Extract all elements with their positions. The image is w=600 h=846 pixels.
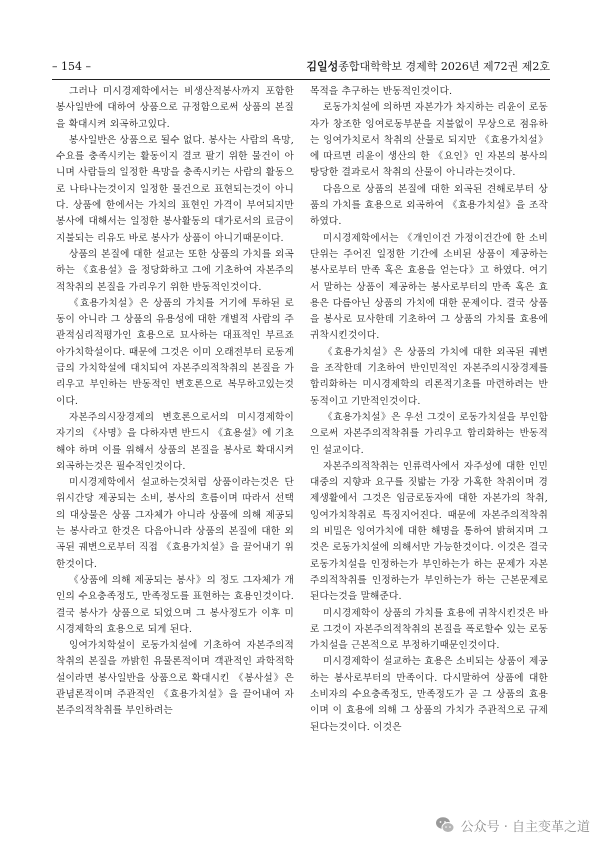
paragraph: 미시경제학에서는 《개인이건 가정이건간에 한 소비단위는 주어진 일정한 기간에 소비된 상품이 제공하는 봉사로부터 만족 혹은 효용을 얻는다》고 하였다. 여기서 말하는 상품이 제공하는 봉사로부터의 만족 혹은 효용은 다름아닌 상품의 가치에 대한 문제이다. 결국 상품을 봉사로 묘사한데 기초하여 그 상품의 가치를 효용에 귀착시킨것이다.: [310, 232, 548, 342]
journal-title-rest: 종합대학학보 경제학 2026년 제72권 제2호: [338, 60, 550, 73]
paragraph: 《효용가치설》은 상품의 가치에 대한 외곡된 궤변을 조작한데 기초하여 반인민적인 자본주의시장경제를 합리화하는 미시경제학의 리론적기초를 마련하려는 반동적이고 기만적인것이다.: [310, 346, 548, 407]
paragraph: 미시경제학이 상품의 가치를 효용에 귀착시킨것은 바로 그것이 자본주의적착취의 본질을 폭로할수 있는 로동가치설을 근본적으로 부정하기때문인것이다.: [310, 607, 548, 652]
watermark: [435, 812, 590, 838]
paragraph: 잉여가치학설이 로동가치설에 기초하여 자본주의적착취의 본질을 까밝힌 유물론적이며 객관적인 과학적학설이라면 봉사일반을 상품으로 확대시킨 《봉사설》은 관념론적이며 주관적인 《효용가치설》을 끌어내여 자본주의적착취를 부인하려는: [56, 640, 294, 717]
paragraph: 《상품에 의해 제공되는 봉사》의 정도 그자체가 개인의 수요충족정도, 만족정도를 표현하는 효용인것이다. 결국 봉사가 상품으로 되었으며 그 봉사정도가 이후 미시경제학의 효용으로 되게 된다.: [56, 574, 294, 635]
page-header: [52, 58, 550, 76]
right-column: [310, 84, 548, 814]
paragraph: 자본주의시장경제의 변호론으로서의 미시경제학이 자기의 《사명》을 다하자면 반드시 《효용설》에 기초해야 하며 이를 위해서 상품의 본질을 봉사로 확대시켜 외곡하는것은 필수적인것이다.: [56, 411, 294, 472]
paragraph: 자본주의적착취는 인류력사에서 자주성에 대한 인민대중의 지향과 요구를 짓밟는 가장 가혹한 착취이며 경제생활에서 그것은 임금로동자에 대한 자본가의 착취, 잉여가치착취로 특징지어진다. 때문에 자본주의적착취의 비밀은 잉여가치에 대한 해명을 통하여 밝혀지며 그것은 로동가치설에 의해서만 가능한것이다. 이것은 결국 로동가치설을 인정하는가 부인하는가 하는 문제가 자본주의적착취를 인정하는가 부인하는가 하는 근본문제로 된다는것을 말해준다.: [310, 460, 548, 603]
paragraph: 봉사일반은 상품으로 될수 없다. 봉사는 사람의 욕망, 수요를 충족시키는 활동이지 결코 팔기 위한 물건이 아니며 사람들의 일정한 욕망을 충족시키는 사람의 활동으로 나타나는것이지 일정한 물건으로 표현되는것이 아니다. 상품에 한에서는 가치의 표현인 가격이 부여되지만 봉사에 대해서는 일정한 봉사활동의 대가로서의 료금이 지불되는 리유도 바로 봉사가 상품이 아니기때문이다.: [56, 134, 294, 244]
paragraph: 다음으로 상품의 본질에 대한 외곡된 견해로부터 상품의 가치를 효용으로 외곡하여 《효용가치설》을 조작하였다.: [310, 183, 548, 228]
wechat-icon: [435, 815, 455, 835]
watermark-text: 公众号 · 自主变革之道: [460, 819, 590, 835]
paragraph: 《효용가치설》은 상품의 가치를 거기에 투하된 로동이 아니라 그 상품의 유용성에 대한 개별적 사람의 주관적심리적평가인 효용으로 묘사하는 대표적인 부르죠아가치학설이다. 때문에 그것은 이미 오래전부터 로동계급의 가치학설에 대치되여 자본주의적착취의 본질을 가리우고 부인하는 반동적인 변호론으로 복무하고있는것이다.: [56, 297, 294, 407]
paragraph: 로동가치설에 의하면 자본가가 차지하는 리윤이 로동자가 창조한 잉여로동부분을 지불없이 무상으로 점유하는 잉여가치로서 착취의 산물로 되지만 《효용가치설》에 따르면 리윤이 생산의 한 《요인》인 자본의 봉사의 탕당한 결과로서 착취의 산물이 아니라는것이다.: [310, 102, 548, 179]
paragraph: 《효용가치설》은 우선 그것이 로동가치설을 부인함으로써 자본주의적착취를 가리우고 합리화하는 반동적인 설교이다.: [310, 411, 548, 456]
page-number: – 154 –: [52, 60, 91, 73]
paragraph: 목적을 추구하는 반동적인것이다.: [310, 86, 453, 97]
journal-title: [306, 58, 550, 76]
paragraph: 미시경제학이 설교하는 효용은 소비되는 상품이 제공하는 봉사로부터의 만족이다. 다시말하여 상품에 대한 소비자의 수요충족정도, 만족정도가 곧 그 상품의 효용이며 이 효용에 의해 그 상품의 가치가 주관적으로 규제된다는것이다. 이것은: [310, 656, 548, 733]
paragraph: 그러나 미시경제학에서는 비생산적봉사까지 포함한 봉사일반에 대하여 상품으로 규정함으로써 상품의 본질을 확대시켜 외곡하고있다.: [56, 86, 294, 130]
header-rule: [52, 79, 550, 80]
journal-title-bold: 김일성: [306, 60, 339, 73]
left-column: [56, 84, 294, 814]
paragraph: 미시경제학에서 설교하는것처럼 상품이라는것은 단위시간당 제공되는 소비, 봉사의 흐름이며 따라서 선택의 대상물은 상품 그자체가 아니라 상품에 의해 제공되는 봉사라고 한것은 다음아니라 상품의 본질에 대한 외곡된 궤변으로부터 직접 《효용가치설》을 끌어내기 위한것이다.: [56, 477, 294, 570]
paragraph: 상품의 본질에 대한 설교는 또한 상품의 가치를 외곡하는 《효용설》을 정당화하고 그에 기초하여 자본주의적착취의 본질을 가리우기 위한 반동적인것이다.: [56, 248, 294, 293]
